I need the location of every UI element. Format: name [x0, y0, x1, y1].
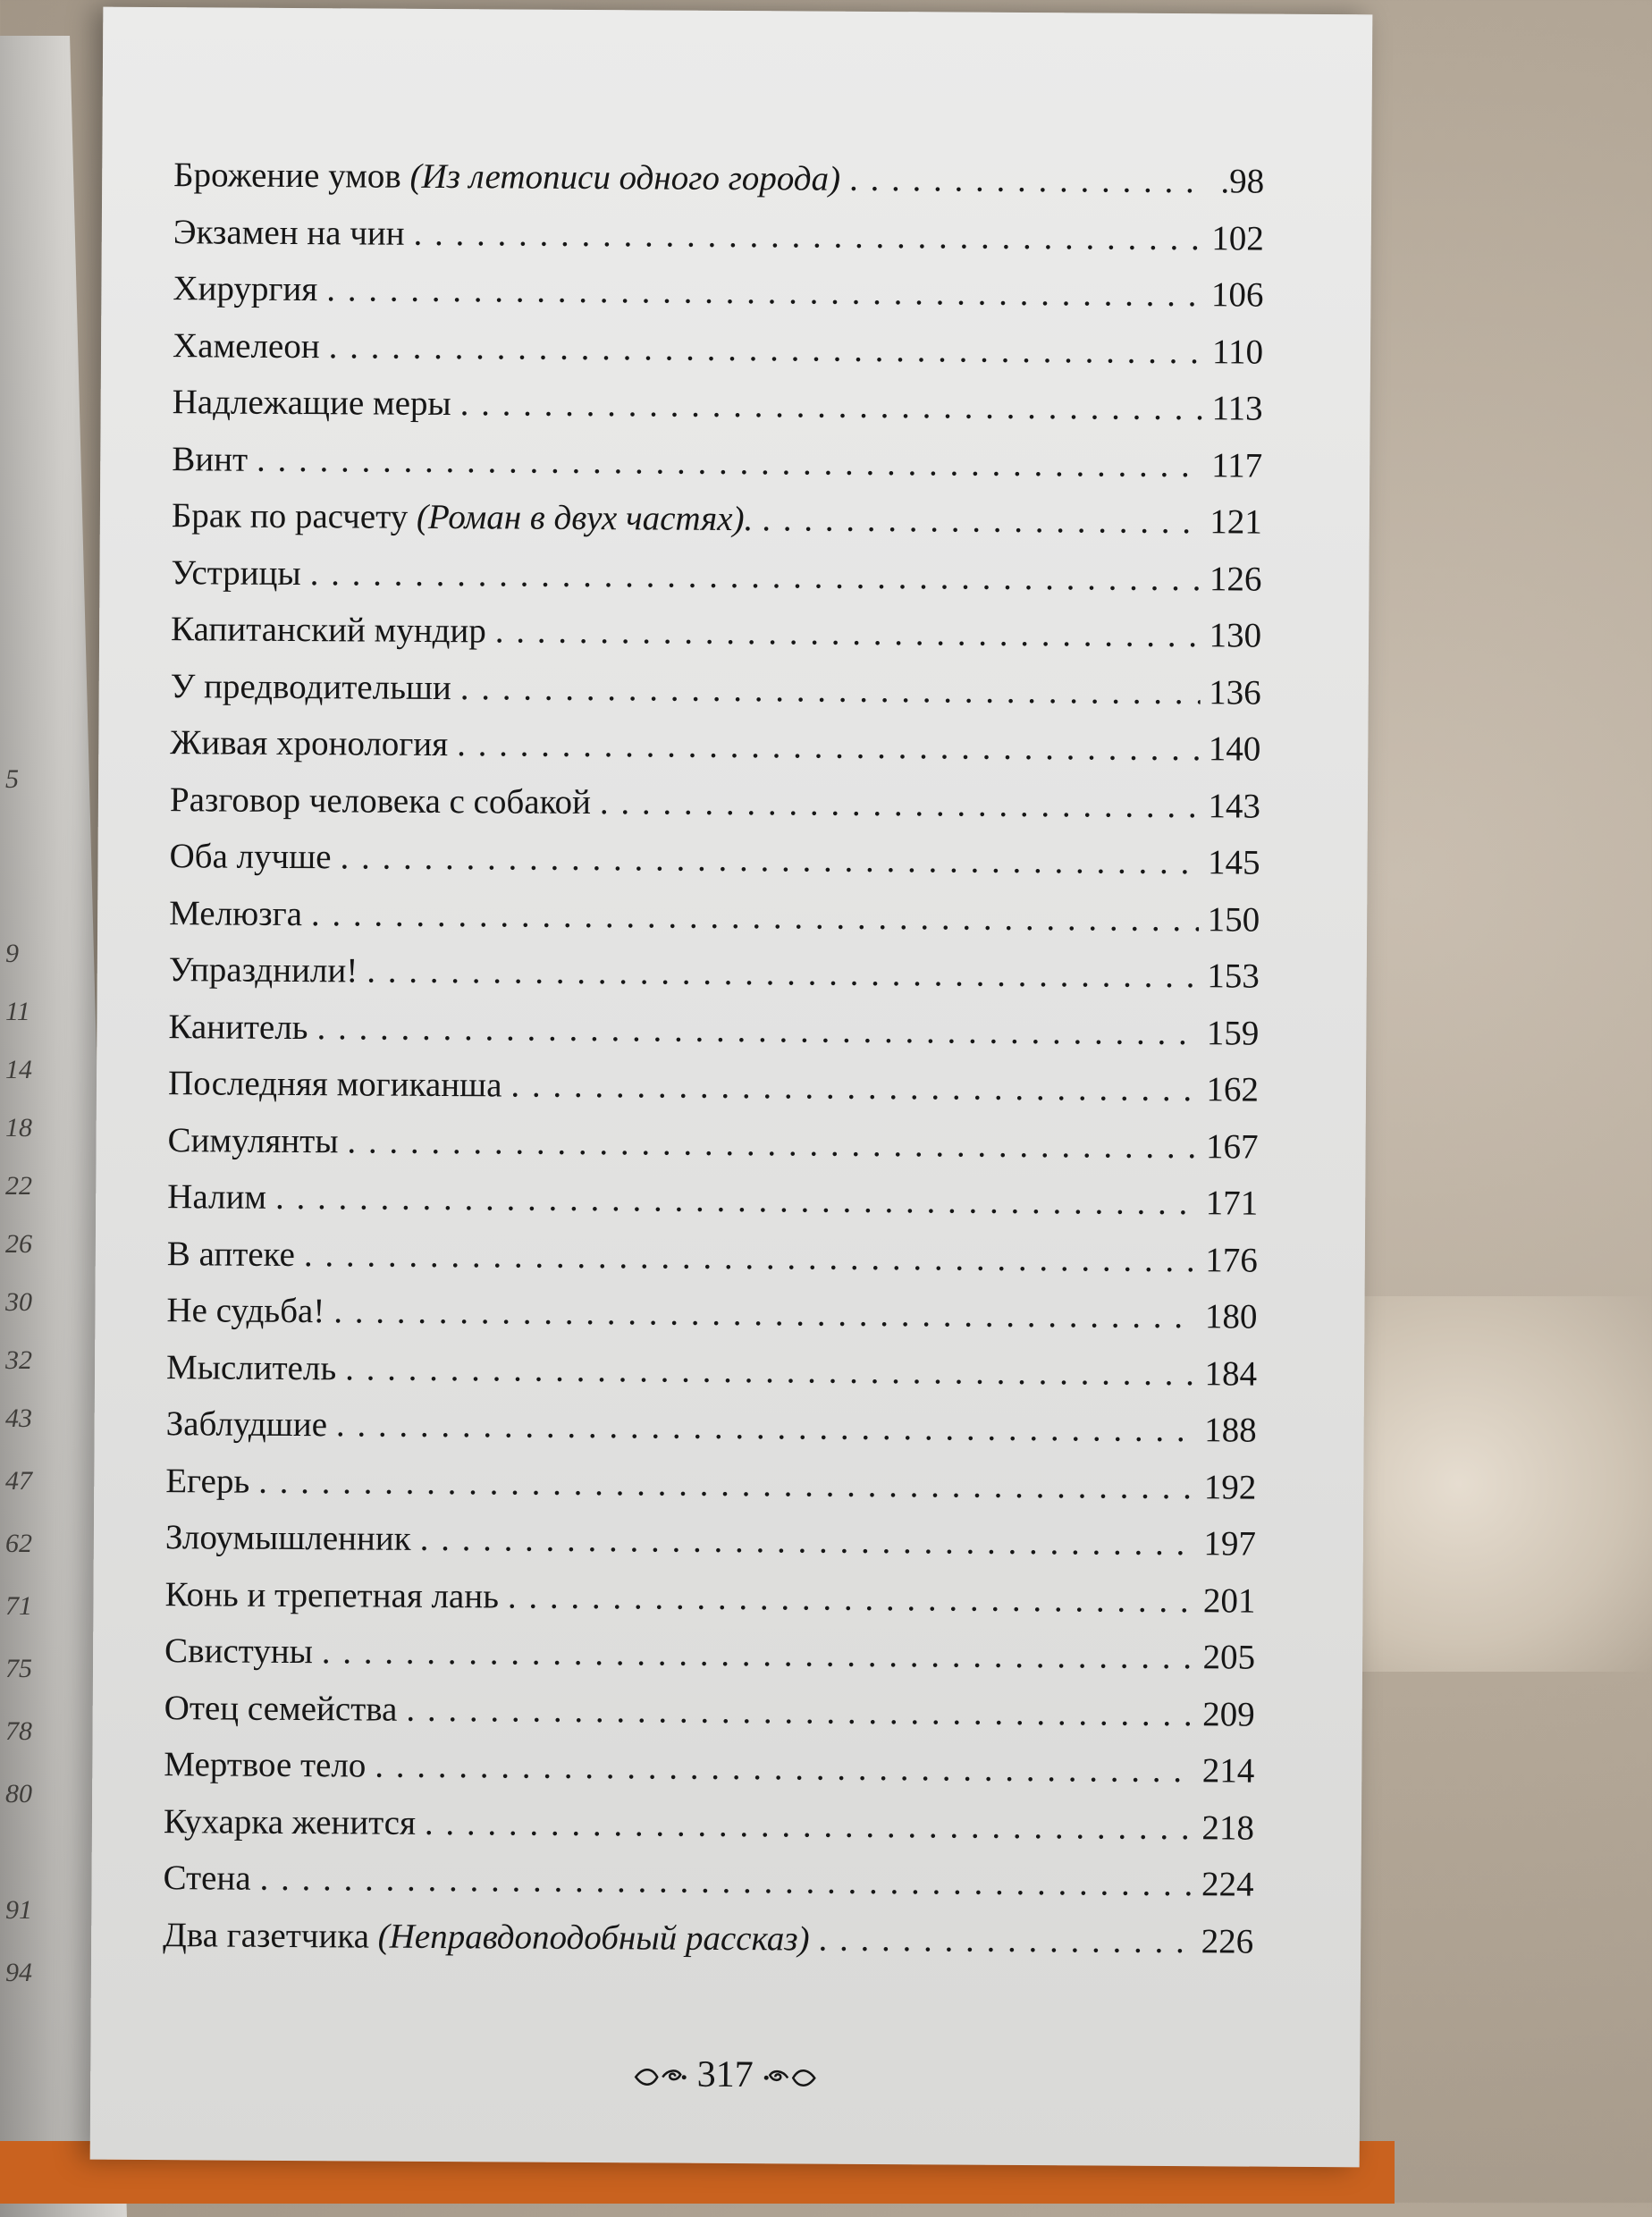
toc-entry — [167, 1120, 1258, 1184]
toc-entry — [163, 1915, 1253, 1978]
toc-entry-page: 201 — [1194, 1581, 1255, 1621]
toc-entry — [169, 836, 1260, 899]
toc-entry-page: .98 — [1203, 161, 1264, 201]
left-page-number: 80 — [5, 1779, 32, 1809]
toc-entry-page: 140 — [1200, 729, 1260, 769]
toc-entry-page: 192 — [1195, 1467, 1256, 1507]
toc-leader-dots — [257, 439, 1201, 485]
toc-entry — [164, 1631, 1255, 1694]
toc-leader-dots — [275, 1177, 1197, 1223]
toc-entry-title: Живая хронология — [170, 722, 457, 764]
toc-entry-title: Егерь — [165, 1461, 258, 1502]
toc-entry-title: Злоумышленник — [165, 1517, 420, 1559]
toc-entry-title: Мелюзга — [169, 893, 311, 934]
toc-entry-page: 143 — [1200, 786, 1260, 826]
left-page-number: 43 — [5, 1404, 32, 1434]
left-page-number: 11 — [5, 997, 30, 1027]
left-page-number: 47 — [5, 1466, 32, 1496]
toc-entry — [164, 1801, 1254, 1865]
toc-leader-dots — [311, 894, 1199, 940]
toc-entry — [169, 893, 1260, 957]
toc-entry-page: 136 — [1201, 672, 1261, 712]
toc-entry-page: 102 — [1203, 218, 1264, 258]
toc-entry-title: Заблудшие — [166, 1404, 337, 1445]
toc-entry — [168, 1063, 1259, 1126]
toc-entry — [173, 212, 1264, 275]
book-page — [90, 7, 1373, 2168]
toc-leader-dots — [258, 1461, 1195, 1506]
toc-entry — [169, 949, 1260, 1013]
toc-entry-page: 218 — [1193, 1808, 1254, 1848]
toc-leader-dots — [425, 1802, 1193, 1847]
toc-entry-title: Мыслитель — [166, 1347, 345, 1388]
toc-leader-dots — [457, 724, 1200, 769]
toc-entry-subtitle: (Неправдоподобный рассказ) — [378, 1917, 810, 1958]
toc-entry-page: 159 — [1198, 1013, 1259, 1053]
toc-leader-dots — [322, 1631, 1195, 1677]
left-page-number-column — [0, 0, 54, 2203]
toc-entry-page: 162 — [1198, 1069, 1259, 1109]
toc-entry-page: 167 — [1197, 1126, 1258, 1167]
toc-entry-page: 214 — [1193, 1750, 1254, 1791]
toc-leader-dots — [310, 553, 1201, 599]
toc-entry-title: Хамелеон — [173, 325, 329, 367]
toc-entry-page: 209 — [1194, 1694, 1255, 1734]
toc-entry-title: Кухарка женится — [164, 1801, 425, 1843]
left-page-number: 9 — [5, 939, 19, 969]
table-of-contents — [163, 155, 1264, 1977]
left-page-number: 14 — [5, 1055, 32, 1085]
toc-entry-page: 224 — [1193, 1864, 1253, 1904]
toc-leader-dots — [336, 1404, 1196, 1450]
left-page-number: 5 — [5, 764, 19, 795]
toc-entry — [170, 780, 1260, 843]
toc-entry — [168, 1007, 1259, 1070]
toc-entry-title: Экзамен на чин — [173, 212, 414, 254]
toc-leader-dots — [316, 1007, 1198, 1053]
toc-entry-title: Стена — [163, 1858, 259, 1899]
toc-entry — [173, 155, 1264, 218]
left-page-number: 62 — [5, 1529, 32, 1559]
left-page-number: 18 — [5, 1113, 32, 1143]
toc-entry — [173, 268, 1263, 332]
toc-entry — [172, 495, 1262, 559]
toc-entry-title: Упразднили! — [169, 949, 367, 990]
toc-entry — [165, 1461, 1256, 1524]
left-page-number: 22 — [5, 1171, 32, 1201]
toc-leader-dots — [762, 499, 1201, 542]
toc-entry-title: Надлежащие меры — [173, 382, 460, 424]
toc-entry-title: Капитанский мундир — [171, 609, 495, 651]
toc-entry-page: 180 — [1196, 1296, 1257, 1336]
left-page-number: 91 — [5, 1895, 32, 1926]
toc-leader-dots — [495, 611, 1201, 655]
toc-entry-page: 117 — [1201, 445, 1262, 485]
toc-entry-page: 106 — [1202, 274, 1263, 315]
left-page-number: 75 — [5, 1654, 32, 1684]
toc-entry-title: Не судьба! — [166, 1290, 333, 1331]
toc-leader-dots — [420, 1519, 1196, 1564]
toc-entry-page: 176 — [1197, 1240, 1258, 1280]
toc-leader-dots — [326, 269, 1202, 315]
left-page-number: 94 — [5, 1958, 32, 1988]
toc-entry-title: Разговор человека с собакой — [170, 780, 600, 822]
toc-leader-dots — [347, 1121, 1197, 1167]
toc-entry — [164, 1744, 1254, 1808]
toc-entry — [166, 1290, 1257, 1353]
toc-entry-page: 171 — [1197, 1183, 1258, 1223]
toc-leader-dots — [849, 159, 1203, 201]
toc-entry-title: У предводительши — [171, 666, 460, 708]
toc-entry-title: Оба лучше — [169, 836, 340, 877]
toc-leader-dots — [406, 1689, 1194, 1733]
left-page-number: 32 — [5, 1345, 32, 1376]
left-page-number: 71 — [5, 1591, 32, 1622]
toc-entry-page: 145 — [1199, 842, 1260, 882]
toc-entry-subtitle: (Из летописи одного города) — [409, 157, 840, 198]
toc-entry — [163, 1858, 1253, 1921]
toc-entry — [171, 609, 1261, 672]
toc-leader-dots — [413, 213, 1202, 257]
toc-entry-title: Два газетчика (Неправдоподобный рассказ) — [163, 1915, 819, 1959]
toc-leader-dots — [510, 1065, 1198, 1109]
left-page-number: 78 — [5, 1716, 32, 1747]
toc-leader-dots — [508, 1576, 1195, 1621]
toc-entry — [167, 1234, 1258, 1297]
toc-entry-title: Устрицы — [171, 552, 309, 594]
toc-leader-dots — [340, 837, 1199, 882]
toc-entry-page: 197 — [1195, 1523, 1256, 1564]
toc-entry — [165, 1517, 1256, 1581]
toc-entry — [166, 1347, 1257, 1411]
toc-entry-title: Канитель — [168, 1007, 316, 1048]
toc-entry-title: В аптеке — [167, 1234, 304, 1275]
toc-entry-title: Отец семейства — [164, 1688, 407, 1730]
toc-entry-title: Хирургия — [173, 268, 326, 309]
toc-entry — [164, 1574, 1255, 1638]
toc-entry-page: 226 — [1193, 1921, 1253, 1961]
toc-entry-title: Налим — [167, 1176, 275, 1218]
toc-entry-title: Брак по расчету (Роман в двух частях). — [172, 495, 763, 539]
toc-entry-title: Последняя могиканша — [168, 1063, 511, 1105]
toc-leader-dots — [375, 1746, 1193, 1791]
left-ornament-icon — [634, 2064, 687, 2091]
toc-entry — [170, 722, 1260, 786]
toc-entry-page: 126 — [1201, 559, 1261, 599]
toc-entry — [173, 325, 1263, 389]
left-page-number: 30 — [5, 1287, 32, 1318]
page-footer — [90, 2050, 1360, 2101]
toc-entry-subtitle: (Роман в двух частях). — [417, 498, 754, 538]
left-page-number: 26 — [5, 1229, 32, 1260]
toc-entry-title: Мертвое тело — [164, 1744, 375, 1785]
page-number: 317 — [697, 2054, 754, 2095]
toc-entry-page: 110 — [1202, 332, 1263, 372]
toc-entry — [167, 1176, 1258, 1240]
toc-entry-page: 205 — [1194, 1637, 1255, 1677]
toc-entry-page: 188 — [1196, 1410, 1257, 1450]
toc-leader-dots — [329, 326, 1203, 372]
toc-entry-title: Конь и трепетная лань — [164, 1574, 508, 1616]
toc-entry-title: Симулянты — [167, 1120, 347, 1161]
toc-entry-page: 113 — [1202, 388, 1263, 428]
toc-entry-page: 121 — [1201, 502, 1262, 542]
toc-entry-page: 150 — [1199, 899, 1260, 940]
toc-leader-dots — [345, 1348, 1196, 1394]
toc-entry — [171, 552, 1261, 616]
toc-leader-dots — [333, 1291, 1196, 1336]
toc-leader-dots — [460, 384, 1202, 428]
toc-entry — [172, 439, 1262, 502]
toc-leader-dots — [367, 951, 1199, 997]
toc-leader-dots — [460, 668, 1201, 712]
toc-entry — [172, 382, 1262, 445]
toc-leader-dots — [304, 1235, 1197, 1280]
toc-entry-title: Брожение умов (Из летописи одного города) — [173, 155, 849, 199]
toc-entry-title: Свистуны — [164, 1631, 322, 1672]
toc-leader-dots — [818, 1918, 1193, 1961]
toc-entry-page: 153 — [1199, 956, 1260, 996]
toc-entry — [170, 666, 1260, 729]
right-ornament-icon — [763, 2065, 816, 2092]
toc-entry — [165, 1404, 1256, 1467]
toc-entry — [164, 1688, 1254, 1751]
toc-leader-dots — [600, 782, 1200, 826]
toc-entry-page: 184 — [1196, 1353, 1257, 1394]
background-fabric — [1330, 1296, 1652, 1672]
toc-entry-page: 130 — [1201, 615, 1261, 655]
toc-entry-title: Винт — [172, 439, 257, 480]
toc-leader-dots — [259, 1859, 1193, 1904]
